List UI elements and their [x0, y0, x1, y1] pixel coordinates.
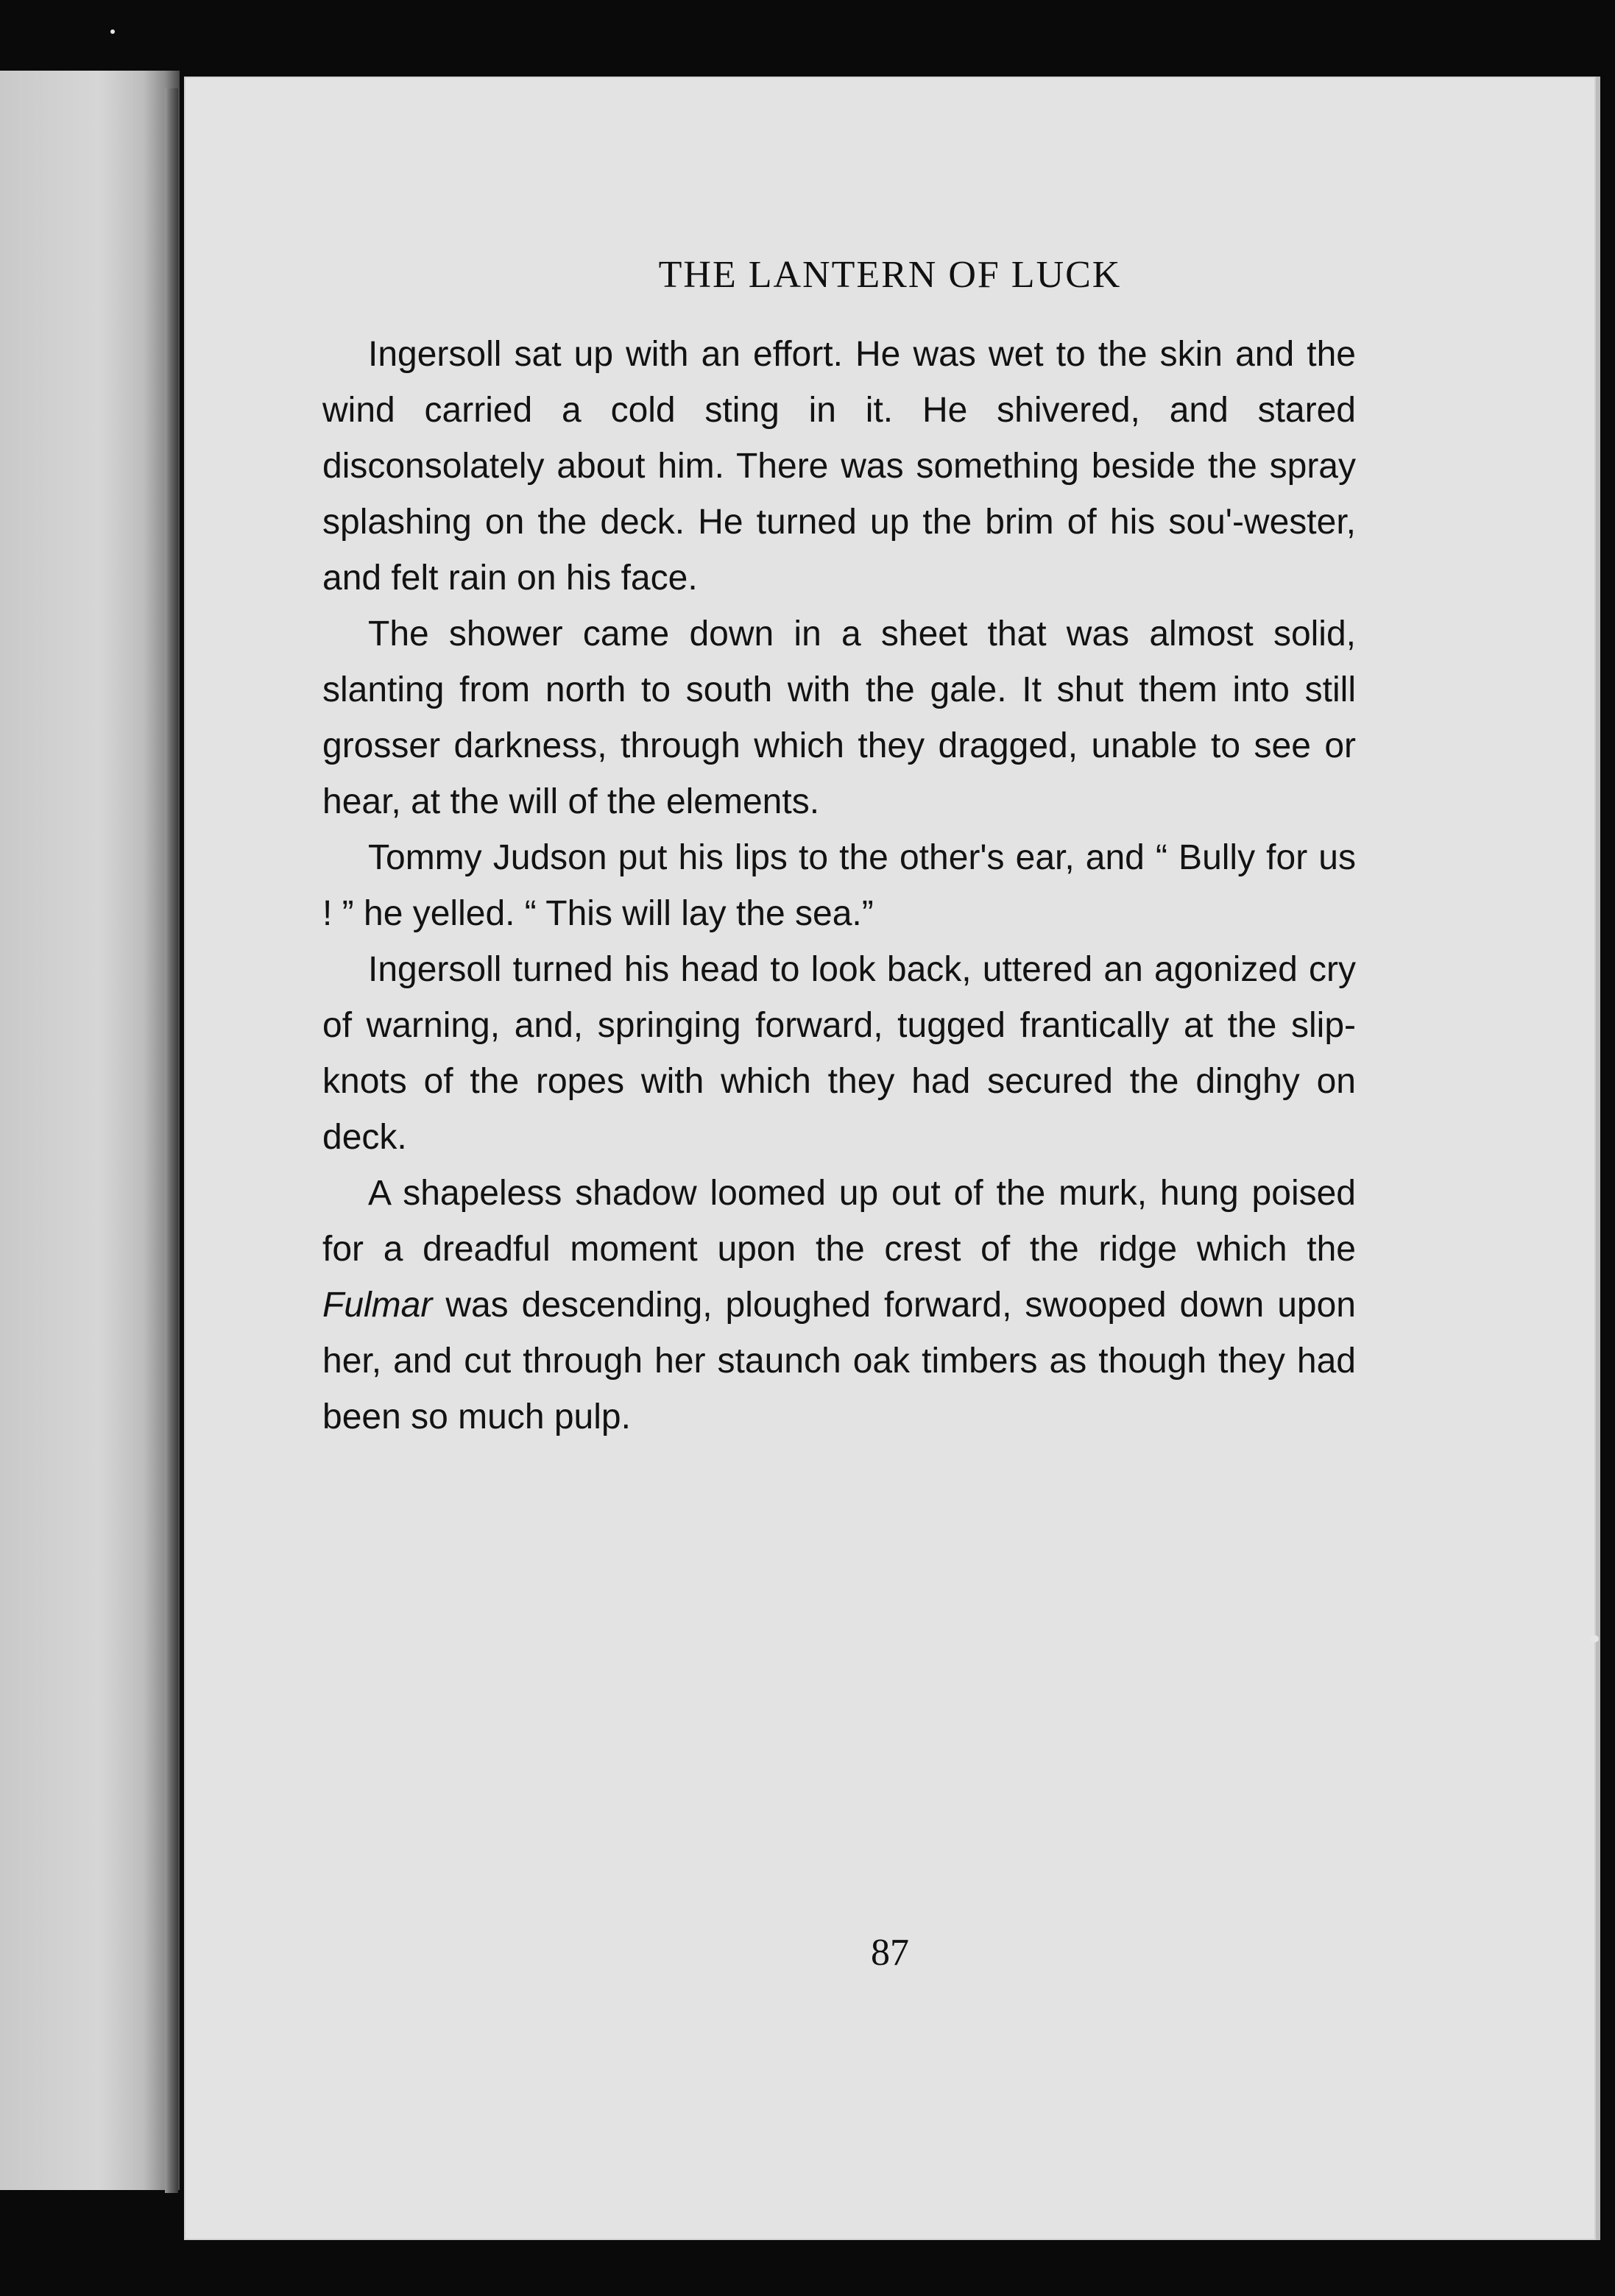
book-gutter	[165, 88, 178, 2193]
paragraph-2: The shower came down in a sheet that was almost solid, slanting from north to south with the gale. It shut them into still grosser darkness, through which they dragged, unable to see or hear, at the will of the elements.	[322, 614, 1356, 821]
facing-page-edge	[0, 71, 180, 2190]
paragraph-5	[322, 1166, 1356, 1445]
paragraph-3: Tommy Judson put his lips to the other's ear, and “ Bully for us ! ” he yelled. “ This will lay the sea.”	[322, 838, 1356, 933]
paragraph-1: Ingersoll sat up with an effort. He was wet to the skin and the wind carried a cold sting in it. He shivered, and stared disconsolately about him. There was something beside the spray splashing on the deck. He turned up the brim of his sou'-wester, and felt rain on his face.	[322, 335, 1356, 598]
paragraph-4: Ingersoll turned his head to look back, uttered an agonized cry of warning, and, springing forward, tugged frantically at the slip-knots of the ropes with which they had secured the dinghy on deck.	[322, 950, 1356, 1157]
paragraph-5-end: was descending, ploughed forward, swooped down upon her, and cut through her staunch oak timbers as though they had been so much pulp.	[322, 1286, 1356, 1436]
dust-speck	[1590, 1635, 1599, 1643]
running-header: THE LANTERN OF LUCK	[658, 254, 1122, 296]
paragraph-5-start: A shapeless shadow loomed up out of the murk, hung poised for a dreadful moment upon the crest of the ridge which the	[322, 1174, 1356, 1269]
ship-name: Fulmar	[322, 1286, 433, 1325]
page-body	[322, 327, 1356, 1445]
page-number: 87	[871, 1932, 909, 1974]
dust-speck	[110, 29, 115, 34]
book-page	[184, 77, 1600, 2240]
